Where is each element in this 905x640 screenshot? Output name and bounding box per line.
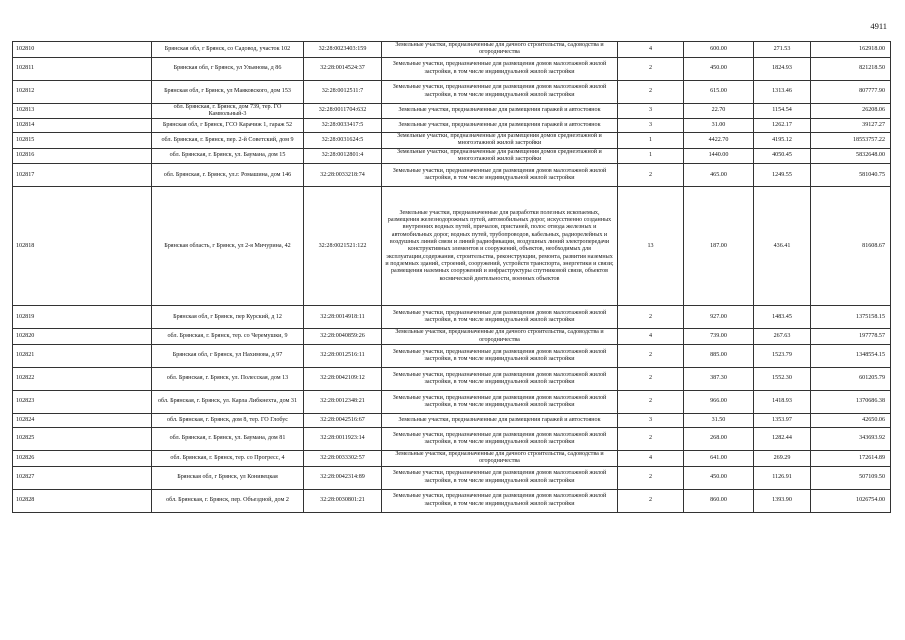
table-row (13, 466, 891, 489)
address-cell: Брянская обл, г Брянск, со Садовод, участок 102 (152, 42, 304, 58)
cadastral-number-cell: 32:28:0042314:89 (304, 466, 382, 489)
row-number-cell: 102827 (13, 466, 152, 489)
row-number-cell: 102811 (13, 57, 152, 80)
row-number-cell: 102818 (13, 187, 152, 306)
row-number-cell: 102828 (13, 489, 152, 512)
land-use-cell: Земельные участки, предназначенные для размещения домов малоэтажной жилой застройки, в том числе индивидуальной жилой застройки (382, 489, 618, 512)
area-cell: 860.00 (684, 489, 754, 512)
cadastral-value-cell: 1348554.15 (811, 344, 891, 367)
specific-value-cell: 271.53 (754, 42, 811, 58)
row-number-cell: 102810 (13, 42, 152, 58)
cadastral-number-cell: 32:28:0011923:14 (304, 427, 382, 450)
zone-cell: 2 (618, 80, 684, 103)
row-number-cell: 102814 (13, 119, 152, 133)
table-row (13, 119, 891, 133)
land-use-cell: Земельные участки, предназначенные для размещения домов среднеэтажной и многоэтажной жилой застройки (382, 133, 618, 149)
row-number-cell: 102823 (13, 390, 152, 413)
cadastral-number-cell: 32:28:0023403:159 (304, 42, 382, 58)
table-row (13, 306, 891, 329)
row-number-cell: 102816 (13, 148, 152, 164)
land-use-cell: Земельные участки, предназначенные для размещения домов малоэтажной жилой застройки, в том числе индивидуальной жилой застройки (382, 344, 618, 367)
zone-cell: 1 (618, 148, 684, 164)
zone-cell: 2 (618, 390, 684, 413)
table-row (13, 413, 891, 427)
table-row (13, 164, 891, 187)
area-cell: 1440.00 (684, 148, 754, 164)
specific-value-cell: 1249.55 (754, 164, 811, 187)
cadastral-value-cell: 507109.50 (811, 466, 891, 489)
specific-value-cell: 1154.54 (754, 103, 811, 119)
specific-value-cell: 1353.97 (754, 413, 811, 427)
specific-value-cell: 4195.12 (754, 133, 811, 149)
area-cell: 600.00 (684, 42, 754, 58)
land-use-cell: Земельные участки, предназначенные для размещения гаражей и автостоянок (382, 119, 618, 133)
table-row (13, 103, 891, 119)
table-row (13, 427, 891, 450)
table-row (13, 344, 891, 367)
area-cell: 885.00 (684, 344, 754, 367)
land-use-cell: Земельные участки, предназначенные для размещения домов малоэтажной жилой застройки, в том числе индивидуальной жилой застройки (382, 80, 618, 103)
address-cell: обл. Брянская, г. Брянск, ул. Баумана, дом 81 (152, 427, 304, 450)
row-number-cell: 102815 (13, 133, 152, 149)
area-cell: 187.00 (684, 187, 754, 306)
specific-value-cell: 1313.46 (754, 80, 811, 103)
cadastral-value-table (12, 41, 891, 513)
zone-cell: 2 (618, 489, 684, 512)
zone-cell: 3 (618, 413, 684, 427)
row-number-cell: 102821 (13, 344, 152, 367)
land-use-cell: Земельные участки, предназначенные для размещения домов малоэтажной жилой застройки, в том числе индивидуальной жилой застройки (382, 367, 618, 390)
specific-value-cell: 1418.93 (754, 390, 811, 413)
land-use-cell: Земельные участки, предназначенные для дачного строительства, садоводства и огородничества (382, 329, 618, 345)
specific-value-cell: 269.29 (754, 450, 811, 466)
cadastral-value-cell: 1375158.15 (811, 306, 891, 329)
address-cell: обл. Брянская, г. Брянск, дом 739, тер. ГО Камвольный-3 (152, 103, 304, 119)
cadastral-value-cell: 162918.00 (811, 42, 891, 58)
area-cell: 450.00 (684, 57, 754, 80)
row-number-cell: 102817 (13, 164, 152, 187)
area-cell: 450.00 (684, 466, 754, 489)
specific-value-cell: 1126.91 (754, 466, 811, 489)
cadastral-value-cell: 343693.92 (811, 427, 891, 450)
table-row (13, 390, 891, 413)
address-cell: обл. Брянская, г. Брянск, ул.г. Ромашина, дом 146 (152, 164, 304, 187)
row-number-cell: 102813 (13, 103, 152, 119)
cadastral-number-cell: 32:28:0012801:4 (304, 148, 382, 164)
land-use-cell: Земельные участки, предназначенные для размещения домов малоэтажной жилой застройки, в том числе индивидуальной жилой застройки (382, 427, 618, 450)
address-cell: обл. Брянская, г. Брянск, тер. со Черемушки, 9 (152, 329, 304, 345)
specific-value-cell: 1824.93 (754, 57, 811, 80)
land-use-cell: Земельные участки, предназначенные для размещения гаражей и автостоянок (382, 413, 618, 427)
cadastral-value-cell: 81608.67 (811, 187, 891, 306)
address-cell: Брянская обл, г Брянск, ул Маяковского, дом 153 (152, 80, 304, 103)
cadastral-value-cell: 821218.50 (811, 57, 891, 80)
cadastral-number-cell: 32:28:0012348:21 (304, 390, 382, 413)
area-cell: 465.00 (684, 164, 754, 187)
table-row (13, 133, 891, 149)
area-cell: 4422.70 (684, 133, 754, 149)
cadastral-number-cell: 32:28:0021521:122 (304, 187, 382, 306)
cadastral-value-cell: 581040.75 (811, 164, 891, 187)
cadastral-value-cell: 1370686.38 (811, 390, 891, 413)
cadastral-value-cell: 5832648.00 (811, 148, 891, 164)
land-use-cell: Земельные участки, предназначенные для размещения домов среднеэтажной и многоэтажной жилой застройки (382, 148, 618, 164)
cadastral-value-cell: 807777.90 (811, 80, 891, 103)
zone-cell: 2 (618, 164, 684, 187)
row-number-cell: 102824 (13, 413, 152, 427)
table-body (13, 42, 891, 513)
zone-cell: 4 (618, 450, 684, 466)
zone-cell: 2 (618, 427, 684, 450)
page-number: 4911 (870, 21, 887, 31)
specific-value-cell: 436.41 (754, 187, 811, 306)
cadastral-value-cell: 39127.27 (811, 119, 891, 133)
area-cell: 739.00 (684, 329, 754, 345)
specific-value-cell: 267.63 (754, 329, 811, 345)
land-use-cell: Земельные участки, предназначенные для размещения домов малоэтажной жилой застройки, в том числе индивидуальной жилой застройки (382, 164, 618, 187)
address-cell: обл. Брянская, г. Брянск, ул. Карла Либкнехта, дом 31 (152, 390, 304, 413)
table-row (13, 148, 891, 164)
row-number-cell: 102826 (13, 450, 152, 466)
cadastral-number-cell: 32:28:0014524:37 (304, 57, 382, 80)
address-cell: обл. Брянская, г. Брянск, пер. Объездной, дом 2 (152, 489, 304, 512)
area-cell: 387.30 (684, 367, 754, 390)
specific-value-cell: 1262.17 (754, 119, 811, 133)
cadastral-number-cell: 32:28:0031624:5 (304, 133, 382, 149)
land-use-cell: Земельные участки, предназначенные для размещения домов малоэтажной жилой застройки, в том числе индивидуальной жилой застройки (382, 390, 618, 413)
cadastral-value-cell: 601205.79 (811, 367, 891, 390)
table-row (13, 329, 891, 345)
area-cell: 641.00 (684, 450, 754, 466)
address-cell: Брянская обл, г Брянск, ул Ульянова, д 86 (152, 57, 304, 80)
area-cell: 615.00 (684, 80, 754, 103)
zone-cell: 13 (618, 187, 684, 306)
specific-value-cell: 1282.44 (754, 427, 811, 450)
cadastral-number-cell: 32:28:0012516:11 (304, 344, 382, 367)
cadastral-number-cell: 32:28:0012511:7 (304, 80, 382, 103)
cadastral-number-cell: 32:28:0011704:632 (304, 103, 382, 119)
cadastral-number-cell: 32:28:0033218:74 (304, 164, 382, 187)
area-cell: 22.70 (684, 103, 754, 119)
zone-cell: 4 (618, 42, 684, 58)
table-row (13, 450, 891, 466)
zone-cell: 2 (618, 57, 684, 80)
land-use-cell: Земельные участки, предназначенные для размещения домов малоэтажной жилой застройки, в том числе индивидуальной жилой застройки (382, 57, 618, 80)
cadastral-number-cell: 32:28:0040859:26 (304, 329, 382, 345)
address-cell: обл. Брянская, г. Брянск, тер. со Прогресс, 4 (152, 450, 304, 466)
area-cell: 31.50 (684, 413, 754, 427)
address-cell: обл. Брянская, г. Брянск, ул. Баумана, дом 15 (152, 148, 304, 164)
row-number-cell: 102812 (13, 80, 152, 103)
specific-value-cell: 1483.45 (754, 306, 811, 329)
row-number-cell: 102819 (13, 306, 152, 329)
land-use-cell: Земельные участки, предназначенные для дачного строительства, садоводства и огородничества (382, 450, 618, 466)
area-cell: 927.00 (684, 306, 754, 329)
land-use-cell: Земельные участки, предназначенные для дачного строительства, садоводства и огородничества (382, 42, 618, 58)
address-cell: обл. Брянская, г. Брянск, дом 8, тер. ГО Глобус (152, 413, 304, 427)
cadastral-number-cell: 32:28:0042109:12 (304, 367, 382, 390)
specific-value-cell: 1393.90 (754, 489, 811, 512)
area-cell: 966.00 (684, 390, 754, 413)
cadastral-value-cell: 42650.06 (811, 413, 891, 427)
cadastral-value-cell: 172614.89 (811, 450, 891, 466)
zone-cell: 2 (618, 344, 684, 367)
address-cell: Брянская обл, г Брянск, ул Конивецкая (152, 466, 304, 489)
area-cell: 268.00 (684, 427, 754, 450)
row-number-cell: 102825 (13, 427, 152, 450)
zone-cell: 3 (618, 119, 684, 133)
land-use-cell: Земельные участки, предназначенные для разработки полезных ископаемых, размещения железнодорожных путей, автомобильных дорог, искусственно созданных внутренних водных путей, причалов, пристаней, полос отвода железных и автомобильных дорог, водных путей, трубопроводов, кабельных, радиорелейных и воздушных линий связи и линий радиофикации, воздушных линий электропередачи конструктивных элементов и сооружений, объектов, необходимых для эксплуатации,содержания, строительства, реконструкции, ремонта, развития наземных и подземных зданий, строений, сооружений, устройств транспорта, энергетики и связи; размещения наземных сооружений и инфраструктуры спутниковой связи, объектов космической деятельности, военных объектов (382, 187, 618, 306)
table-row (13, 42, 891, 58)
table-row (13, 57, 891, 80)
cadastral-number-cell: 32:28:0014918:11 (304, 306, 382, 329)
zone-cell: 4 (618, 329, 684, 345)
specific-value-cell: 1552.30 (754, 367, 811, 390)
cadastral-value-cell: 1026754.00 (811, 489, 891, 512)
cadastral-number-cell: 32:28:0033417:5 (304, 119, 382, 133)
zone-cell: 3 (618, 103, 684, 119)
row-number-cell: 102822 (13, 367, 152, 390)
table-row (13, 489, 891, 512)
land-use-cell: Земельные участки, предназначенные для размещения домов малоэтажной жилой застройки, в том числе индивидуальной жилой застройки (382, 466, 618, 489)
cadastral-number-cell: 32:28:0033302:57 (304, 450, 382, 466)
cadastral-number-cell: 32:28:0042516:67 (304, 413, 382, 427)
cadastral-value-cell: 197778.57 (811, 329, 891, 345)
land-use-cell: Земельные участки, предназначенные для размещения домов малоэтажной жилой застройки, в том числе индивидуальной жилой застройки (382, 306, 618, 329)
address-cell: Брянская обл, г Брянск, ул Нахимова, д 97 (152, 344, 304, 367)
row-number-cell: 102820 (13, 329, 152, 345)
address-cell: Брянская область, г Брянск, ул 2-я Мичурина, 42 (152, 187, 304, 306)
address-cell: Брянская обл, г Брянск, пер Курский, д 12 (152, 306, 304, 329)
address-cell: обл. Брянская, г. Брянск, пер. 2-й Советский, дом 9 (152, 133, 304, 149)
land-use-cell: Земельные участки, предназначенные для размещения гаражей и автостоянок (382, 103, 618, 119)
table-row (13, 367, 891, 390)
table-row (13, 80, 891, 103)
zone-cell: 2 (618, 367, 684, 390)
zone-cell: 1 (618, 133, 684, 149)
address-cell: Брянская обл, г Брянск, ГСО Карачиж 1, гараж 52 (152, 119, 304, 133)
cadastral-number-cell: 32:28:0030801:21 (304, 489, 382, 512)
cadastral-value-cell: 18553757.22 (811, 133, 891, 149)
specific-value-cell: 1523.79 (754, 344, 811, 367)
zone-cell: 2 (618, 306, 684, 329)
area-cell: 31.00 (684, 119, 754, 133)
zone-cell: 2 (618, 466, 684, 489)
table-row (13, 187, 891, 306)
cadastral-value-cell: 26208.06 (811, 103, 891, 119)
specific-value-cell: 4050.45 (754, 148, 811, 164)
address-cell: обл. Брянская, г. Брянск, ул. Полесская, дом 13 (152, 367, 304, 390)
